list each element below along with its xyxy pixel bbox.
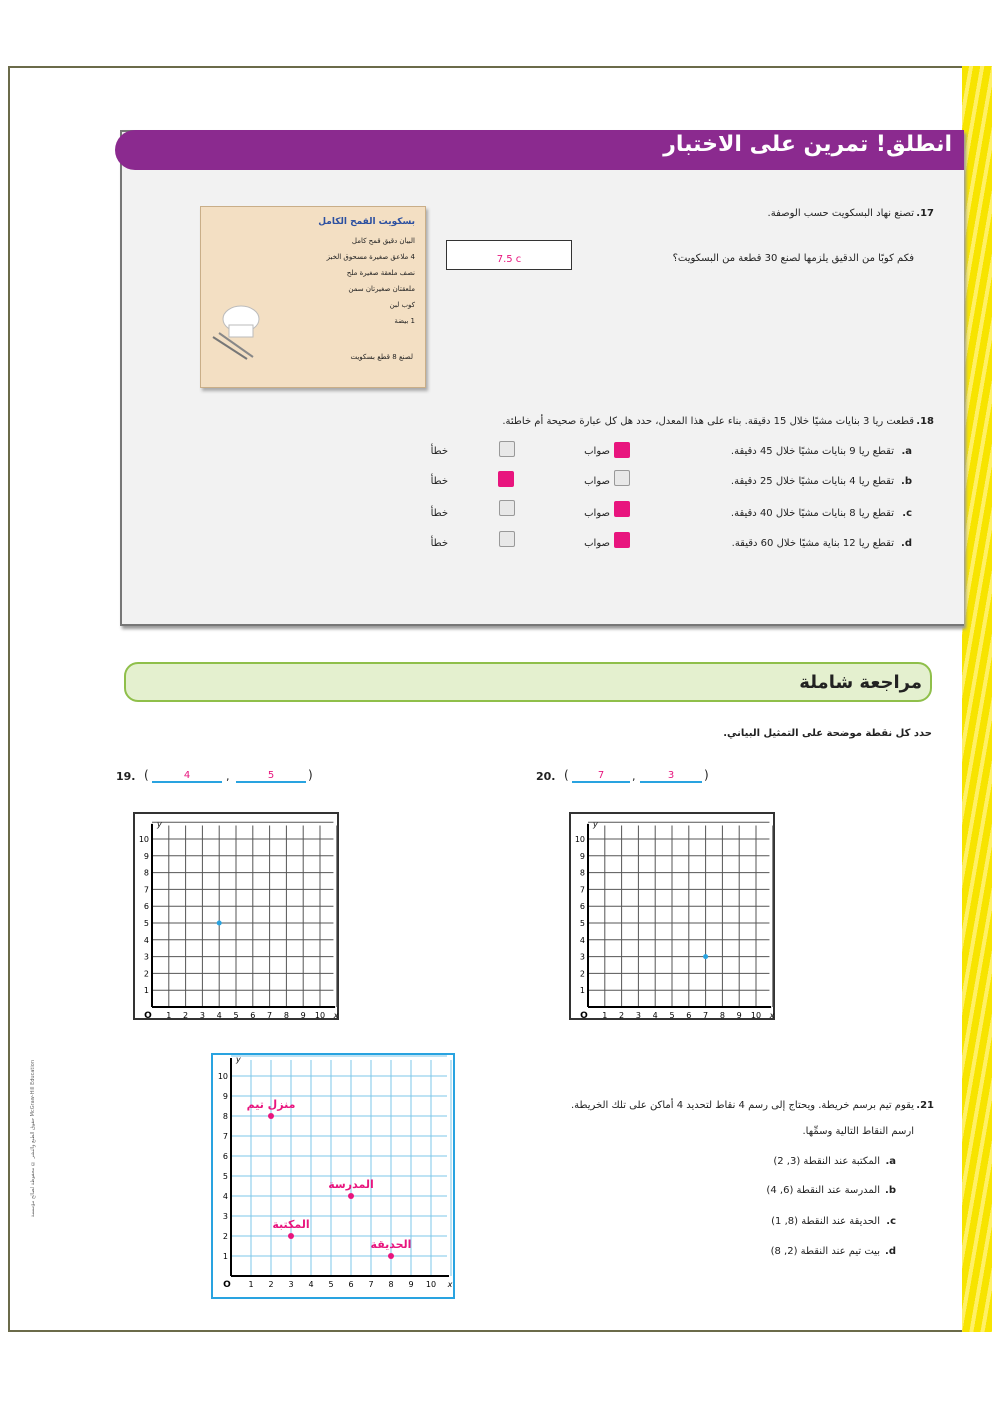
recipe-line: ملعقتان صغيرتان سمن (348, 285, 415, 293)
q18d-true-checkbox[interactable] (614, 532, 630, 548)
y-tick-label: 10 (217, 1072, 228, 1081)
y-tick-label: 5 (579, 919, 585, 928)
x-axis-label: x (769, 1011, 775, 1020)
y-tick-label: 4 (579, 935, 585, 945)
y-tick-label: 10 (574, 835, 585, 844)
x-tick-label: 5 (233, 1011, 239, 1020)
y-tick-label: 5 (143, 919, 149, 928)
q20-y-answer[interactable]: 3 (640, 770, 702, 783)
x-tick-label: 1 (248, 1280, 254, 1289)
x-tick-label: 6 (686, 1011, 692, 1020)
y-tick-label: 6 (222, 1152, 228, 1161)
q18-item-text: تقطع ريا 9 بنايات مشيًا خلال 45 دقيقة. (730, 446, 894, 457)
q18c-false-checkbox[interactable] (499, 500, 515, 516)
q18-number: 18. (916, 416, 934, 427)
x-tick-label: 2 (268, 1280, 274, 1289)
y-tick-label: 8 (143, 868, 149, 878)
q18-item-letter: a. (901, 446, 912, 457)
y-tick-label: 1 (222, 1252, 228, 1261)
q21-map-grid (211, 1053, 455, 1299)
q21-item-text: بيت تيم عند النقطة (2, 8) (770, 1246, 880, 1257)
q18-item-letter: c. (902, 508, 912, 519)
y-tick-label: 3 (222, 1212, 228, 1221)
y-tick-label: 1 (579, 986, 585, 996)
q18-item-letter: b. (901, 476, 912, 487)
q21-item-text: الحديقة عند النقطة (8, 1) (771, 1216, 880, 1227)
x-tick-label: 4 (216, 1011, 222, 1020)
close-paren: ) (704, 768, 709, 782)
origin-label: O (580, 1011, 588, 1020)
q21-item-letter: a. (885, 1156, 896, 1167)
q20-coordinate-grid (569, 812, 775, 1020)
comma: , (632, 770, 636, 783)
q20-number: 20. (536, 770, 556, 783)
chef-hat-utensils-icon (207, 299, 267, 365)
x-tick-label: 8 (283, 1011, 289, 1020)
y-axis-label: y (157, 820, 162, 830)
q17-text2: فكم كوبًا من الدقيق يلزمها لصنع 30 قطعة من البسكويت؟ (672, 253, 914, 264)
q20-x-answer[interactable]: 7 (572, 770, 630, 783)
origin-label: O (223, 1280, 231, 1290)
test-practice-title: انطلق! تمرين على الاختبار (663, 132, 952, 157)
recipe-line: كوب لبن (389, 301, 415, 309)
q18-item-text: تقطع ريا 8 بنايات مشيًا خلال 40 دقيقة. (730, 508, 894, 519)
q21-number: 21. (916, 1100, 934, 1111)
q21-item-text: المكتبة عند النقطة (3, 2) (773, 1156, 880, 1167)
x-tick-label: 9 (300, 1011, 306, 1020)
q18b-false-checkbox[interactable] (498, 471, 514, 487)
x-tick-label: 9 (736, 1011, 742, 1020)
x-tick-label: 7 (703, 1011, 709, 1020)
y-tick-label: 7 (222, 1132, 228, 1141)
q18c-true-checkbox[interactable] (614, 501, 630, 517)
x-tick-label: 5 (669, 1011, 675, 1020)
x-tick-label: 3 (199, 1011, 205, 1020)
y-tick-label: 5 (222, 1172, 228, 1181)
recipe-line: 1 بيضة (394, 317, 415, 325)
y-tick-label: 2 (222, 1232, 228, 1241)
recipe-title: بسكويت القمح الكامل (318, 217, 415, 227)
x-tick-label: 8 (719, 1011, 725, 1020)
q18a-true-checkbox[interactable] (614, 442, 630, 458)
q17-answer: 7.5 c (496, 254, 522, 265)
yellow-page-edge (962, 66, 992, 1332)
recipe-card (200, 206, 426, 388)
copyright-note: حقوق الطبع والنشر © محفوظة لصالح مؤسسة McGraw-Hill Education (30, 1060, 36, 1218)
q21-item-letter: d. (885, 1246, 896, 1257)
y-tick-label: 6 (143, 902, 149, 912)
review-title: مراجعة شاملة (799, 672, 922, 693)
open-paren: ( (144, 768, 149, 782)
false-label: خطأ (430, 538, 448, 549)
x-tick-label: 4 (308, 1280, 314, 1289)
false-label: خطأ (430, 508, 448, 519)
x-tick-label: 2 (619, 1011, 625, 1020)
q18-item-text: تقطع ريا 12 بناية مشيًا خلال 60 دقيقة. (731, 538, 894, 549)
y-tick-label: 7 (143, 885, 149, 895)
review-instruction: حدد كل نقطة موضحة على التمثيل البياني. (723, 728, 932, 739)
x-tick-label: 6 (348, 1280, 354, 1289)
open-paren: ( (564, 768, 569, 782)
comma: , (226, 770, 230, 783)
x-tick-label: 10 (314, 1011, 326, 1020)
recipe-line: البيان دقيق قمح كامل (351, 237, 415, 245)
q21-point-label: المدرسة (328, 1178, 374, 1191)
y-tick-label: 10 (138, 835, 149, 844)
true-label: صواب (584, 538, 610, 549)
origin-label: O (144, 1011, 152, 1020)
x-tick-label: 10 (750, 1011, 762, 1020)
q18-item-text: تقطع ريا 4 بنايات مشيًا خلال 25 دقيقة. (730, 476, 894, 487)
close-paren: ) (308, 768, 313, 782)
q18-text: قطعت ريا 3 بنايات مشيًا خلال 15 دقيقة. بناء على هذا المعدل، حدد هل كل عبارة صحيحة أم خاطئة. (502, 416, 914, 427)
q21-map-point (288, 1233, 294, 1239)
q21-map-point (348, 1193, 354, 1199)
q19-number: 19. (116, 770, 136, 783)
q18d-false-checkbox[interactable] (499, 531, 515, 547)
y-tick-label: 4 (222, 1192, 228, 1201)
x-axis-label: x (447, 1280, 453, 1289)
recipe-line: نصف ملعقة صغيرة ملح (346, 269, 415, 277)
x-tick-label: 3 (288, 1280, 294, 1289)
recipe-line: 4 ملاعق صغيرة مسحوق الخبز (326, 253, 415, 261)
q21-item-letter: c. (886, 1216, 896, 1227)
q17-text1: تصنع نهاد البسكويت حسب الوصفة. (767, 208, 914, 219)
q20-point (703, 954, 708, 959)
x-tick-label: 4 (652, 1011, 658, 1020)
q21-point-label: الحديقة (370, 1238, 412, 1251)
q17-answer-box[interactable] (446, 240, 572, 270)
y-tick-label: 8 (579, 868, 585, 878)
true-label: صواب (584, 446, 610, 457)
y-tick-label: 4 (143, 935, 149, 945)
y-tick-label: 3 (579, 952, 585, 962)
x-tick-label: 7 (267, 1011, 273, 1020)
y-tick-label: 7 (579, 885, 585, 895)
q18b-true-checkbox[interactable] (614, 470, 630, 486)
x-tick-label: 3 (635, 1011, 641, 1020)
false-label: خطأ (430, 476, 448, 487)
q19-x-answer[interactable]: 4 (152, 770, 222, 783)
q21-item-letter: b. (885, 1185, 896, 1196)
q21-item-text: المدرسة عند النقطة (6, 4) (766, 1185, 880, 1196)
y-tick-label: 2 (143, 969, 149, 979)
true-label: صواب (584, 508, 610, 519)
y-tick-label: 8 (222, 1112, 228, 1121)
y-tick-label: 9 (222, 1092, 228, 1101)
recipe-footer: لصنع 8 قطع بسكويت (350, 353, 413, 361)
q18a-false-checkbox[interactable] (499, 441, 515, 457)
y-axis-label: y (236, 1055, 241, 1064)
q17-number: 17. (916, 208, 934, 219)
q21-text1: يقوم تيم برسم خريطة. ويحتاج إلى رسم 4 نقاط لتحديد 4 أماكن على تلك الخريطة. (570, 1100, 914, 1111)
x-tick-label: 5 (328, 1280, 334, 1289)
y-tick-label: 9 (143, 851, 149, 861)
q19-y-answer[interactable]: 5 (236, 770, 306, 783)
y-axis-label: y (593, 820, 598, 830)
y-tick-label: 1 (143, 986, 149, 996)
q21-map-point (388, 1253, 394, 1259)
q21-text2: ارسم النقاط التالية وسمِّها. (802, 1126, 914, 1137)
q21-point-label: المكتبة (272, 1218, 310, 1231)
x-tick-label: 8 (388, 1280, 394, 1289)
x-axis-label: x (333, 1011, 339, 1020)
y-tick-label: 2 (579, 969, 585, 979)
y-tick-label: 3 (143, 952, 149, 962)
q18-item-letter: d. (901, 538, 912, 549)
q21-map-point (268, 1113, 274, 1119)
x-tick-label: 9 (408, 1280, 414, 1289)
q21-point-label: منزل تيم (246, 1098, 296, 1111)
x-tick-label: 1 (602, 1011, 608, 1020)
x-tick-label: 6 (250, 1011, 256, 1020)
q19-point (217, 921, 222, 926)
x-tick-label: 10 (425, 1280, 437, 1289)
q19-coordinate-grid (133, 812, 339, 1020)
y-tick-label: 6 (579, 902, 585, 912)
true-label: صواب (584, 476, 610, 487)
false-label: خطأ (430, 446, 448, 457)
x-tick-label: 1 (166, 1011, 172, 1020)
x-tick-label: 7 (368, 1280, 374, 1289)
y-tick-label: 9 (579, 851, 585, 861)
x-tick-label: 2 (183, 1011, 189, 1020)
